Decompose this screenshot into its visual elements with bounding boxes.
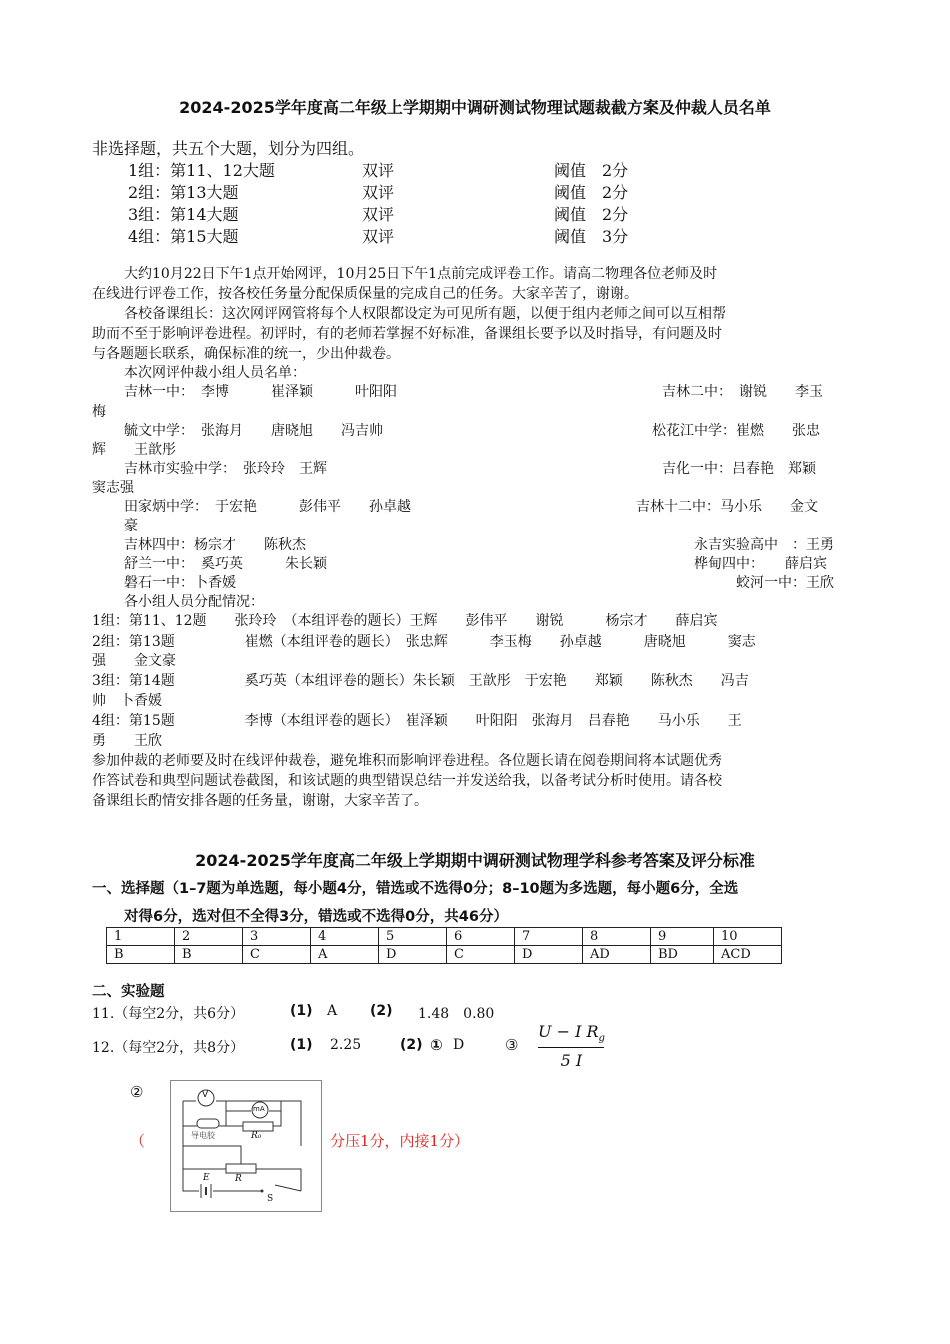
group-threshold: 阈值 3分 [554, 227, 629, 246]
table-cell: 6 [447, 928, 515, 946]
conductive-glue-icon [197, 1119, 219, 1128]
table-cell: 10 [714, 928, 782, 946]
formula-numerator: U − I R [538, 1022, 599, 1041]
para1-line: 大约10月22日下午1点开始网评，10月25日下午1点前完成评卷工作。请高二物理各位老师及时 [124, 266, 718, 282]
para1-line: 在线进行评卷工作，按各校任务量分配保质保量的完成自己的任务。大家辛苦了，谢谢。 [92, 286, 638, 302]
school-entry: 田家炳中学： 于宏艳 彭伟平 孙卓越 [124, 499, 411, 515]
school-entry: 蛟河一中：王欣 [736, 575, 834, 591]
voltmeter-label: V [202, 1090, 209, 1100]
formula [538, 1022, 605, 1070]
q11-part1: (1) [290, 1003, 313, 1019]
school-entry: 吉林四中：杨宗才 陈秋杰 [124, 537, 306, 553]
group-name: 3组：第14大题 [128, 205, 239, 224]
q12-part1: (1) [290, 1037, 313, 1053]
q11-answer2: 1.48 0.80 [418, 1006, 495, 1022]
group-mode: 双评 [362, 183, 395, 202]
table-cell: D [379, 946, 447, 964]
group-mode: 双评 [362, 227, 395, 246]
answer-table [106, 927, 782, 964]
table-cell: AD [583, 946, 651, 964]
formula-denominator: 5 I [560, 1051, 583, 1071]
group-threshold: 阈值 2分 [554, 205, 629, 224]
table-cell: A [311, 946, 379, 964]
para3-line: 参加仲裁的老师要及时在线评仲裁卷，避免堆积而影响评卷进程。各位题长请在阅卷期间将本试题优秀 [92, 753, 722, 769]
rheostat-icon [226, 1164, 256, 1173]
school-entry: 吉林二中： 谢锐 李玉 [662, 384, 823, 400]
school-entry: 松花江中学：崔燃 张忠 [652, 423, 820, 439]
intro-text: 非选择题，共五个大题，划分为四组。 [92, 139, 365, 158]
q12-scoring-note: 分压1分，内接1分） [330, 1132, 470, 1150]
switch-icon [261, 1190, 264, 1193]
circuit-svg [171, 1081, 321, 1211]
assignment-line: 强 金文豪 [92, 653, 176, 669]
section2-heading: 二、实验题 [92, 984, 165, 1000]
q12-circle-2: ② [130, 1083, 144, 1101]
q11-label: 11.（每空2分，共6分） [92, 1006, 245, 1022]
table-cell: D [515, 946, 583, 964]
battery-label: E [203, 1173, 210, 1183]
para2-line: 助而不至于影响评卷进程。初评时，有的老师若掌握不好标准，备课组长要予以及时指导，有问题及时 [92, 326, 722, 342]
table-cell: C [447, 946, 515, 964]
group-threshold: 阈值 2分 [554, 183, 629, 202]
table-cell: 2 [175, 928, 243, 946]
q12-answer1: 2.25 [330, 1037, 362, 1053]
school-entry: 磐石一中：卜香媛 [124, 575, 236, 591]
assignment-line: 帅 卜香媛 [92, 693, 162, 709]
assignment-title: 各小组人员分配情况： [124, 594, 264, 610]
q12-label: 12.（每空2分，共8分） [92, 1040, 245, 1056]
assignment-line: 3组：第14题 奚巧英（本组评卷的题长）朱长颖 王歆彤 于宏艳 郑颖 陈秋杰 冯吉 [92, 673, 749, 689]
q11-part2: (2) [370, 1003, 393, 1019]
table-cell: 7 [515, 928, 583, 946]
para3-line: 作答试卷和典型问题试卷截图，和该试题的典型错误总结一并发送给我，以备考试分析时使用。请各校 [92, 773, 722, 789]
group-mode: 双评 [362, 205, 395, 224]
para2-line: 与各题题长联系，确保标准的统一，少出仲裁卷。 [92, 346, 400, 362]
table-cell: BD [651, 946, 714, 964]
table-cell: 8 [583, 928, 651, 946]
q12-circle-3: ③ [505, 1036, 519, 1054]
glue-label: 导电胶 [191, 1131, 215, 1140]
table-cell: 1 [107, 928, 175, 946]
table-cell: B [175, 946, 243, 964]
circuit-diagram [170, 1080, 322, 1212]
assignment-line: 勇 王欣 [92, 733, 162, 749]
table-cell: ACD [714, 946, 782, 964]
table-cell: 9 [651, 928, 714, 946]
para3-line: 备课组长酌情安排各题的任务量，谢谢，大家辛苦了。 [92, 793, 428, 809]
q12-note-open: （ [130, 1132, 146, 1150]
section1-heading-cont: 对得6分，选对但不全得3分，错选或不选得0分，共46分） [124, 909, 508, 925]
q12-circle-1: ① [430, 1036, 443, 1054]
group-name: 2组：第13大题 [128, 183, 239, 202]
school-entry: 毓文中学： 张海月 唐晓旭 冯吉帅 [124, 423, 383, 439]
table-cell: 4 [311, 928, 379, 946]
q12-answer2: D [453, 1037, 465, 1053]
table-row [107, 946, 782, 964]
school-entry: 吉林一中： 李博 崔泽颖 叶阳阳 [124, 384, 397, 400]
r0-label: R₀ [251, 1131, 262, 1141]
resistor-r0-icon [243, 1122, 273, 1131]
assignment-line: 4组：第15题 李博（本组评卷的题长） 崔泽颖 叶阳阳 张海月 吕春艳 马小乐 王 [92, 713, 742, 729]
table-cell: C [243, 946, 311, 964]
group-name: 4组：第15大题 [128, 227, 239, 246]
group-mode: 双评 [362, 161, 395, 180]
assignment-line: 2组：第13题 崔燃（本组评卷的题长） 张忠辉 李玉梅 孙卓越 唐晓旭 窦志 [92, 634, 756, 650]
school-entry: 吉林十二中：马小乐 金文 [636, 499, 818, 515]
school-entry: 窦志强 [92, 480, 134, 496]
assignment-line: 1组：第11、12题 张玲玲 （本组评卷的题长）王辉 彭伟平 谢锐 杨宗才 薛启宾 [92, 613, 718, 629]
group-threshold: 阈值 2分 [554, 161, 629, 180]
section1-heading: 一、选择题（1–7题为单选题，每小题4分，错选或不选得0分；8–10题为多选题，每小题6分，全选 [92, 881, 739, 897]
para2-line: 各校备课组长：这次网评网管将每个人权限都设定为可见所有题，以便于组内老师之间可以互相帮 [124, 306, 726, 322]
table-cell: 5 [379, 928, 447, 946]
q12-part2: (2) [400, 1037, 423, 1053]
school-entry: 桦甸四中： 薛启宾 [694, 556, 827, 572]
school-entry: 辉 王歆彤 [92, 442, 176, 458]
arbitration-title: 本次网评仲裁小组人员名单： [124, 365, 306, 381]
milliammeter-label: mA [253, 1105, 265, 1113]
switch-label: S [267, 1194, 274, 1204]
school-entry: 吉林市实验中学： 张玲玲 王辉 [124, 461, 327, 477]
school-entry: 豪 [124, 518, 138, 534]
table-row [107, 928, 782, 946]
q11-answer1: A [327, 1003, 338, 1019]
school-entry: 永吉实验高中 ：王勇 [694, 537, 834, 553]
school-entry: 舒兰一中： 奚巧英 朱长颖 [124, 556, 327, 572]
formula-subscript: g [598, 1033, 605, 1045]
answers-title: 2024-2025学年度高二年级上学期期中调研测试物理学科参考答案及评分标准 [195, 851, 755, 870]
school-entry: 吉化一中：吕春艳 郑颖 [662, 461, 816, 477]
school-entry: 梅 [92, 404, 106, 420]
table-cell: 3 [243, 928, 311, 946]
rheostat-label: R [235, 1174, 242, 1184]
table-cell: B [107, 946, 175, 964]
page-title: 2024-2025学年度高二年级上学期期中调研测试物理试题裁截方案及仲裁人员名单 [179, 98, 771, 117]
group-name: 1组：第11、12大题 [128, 161, 275, 180]
